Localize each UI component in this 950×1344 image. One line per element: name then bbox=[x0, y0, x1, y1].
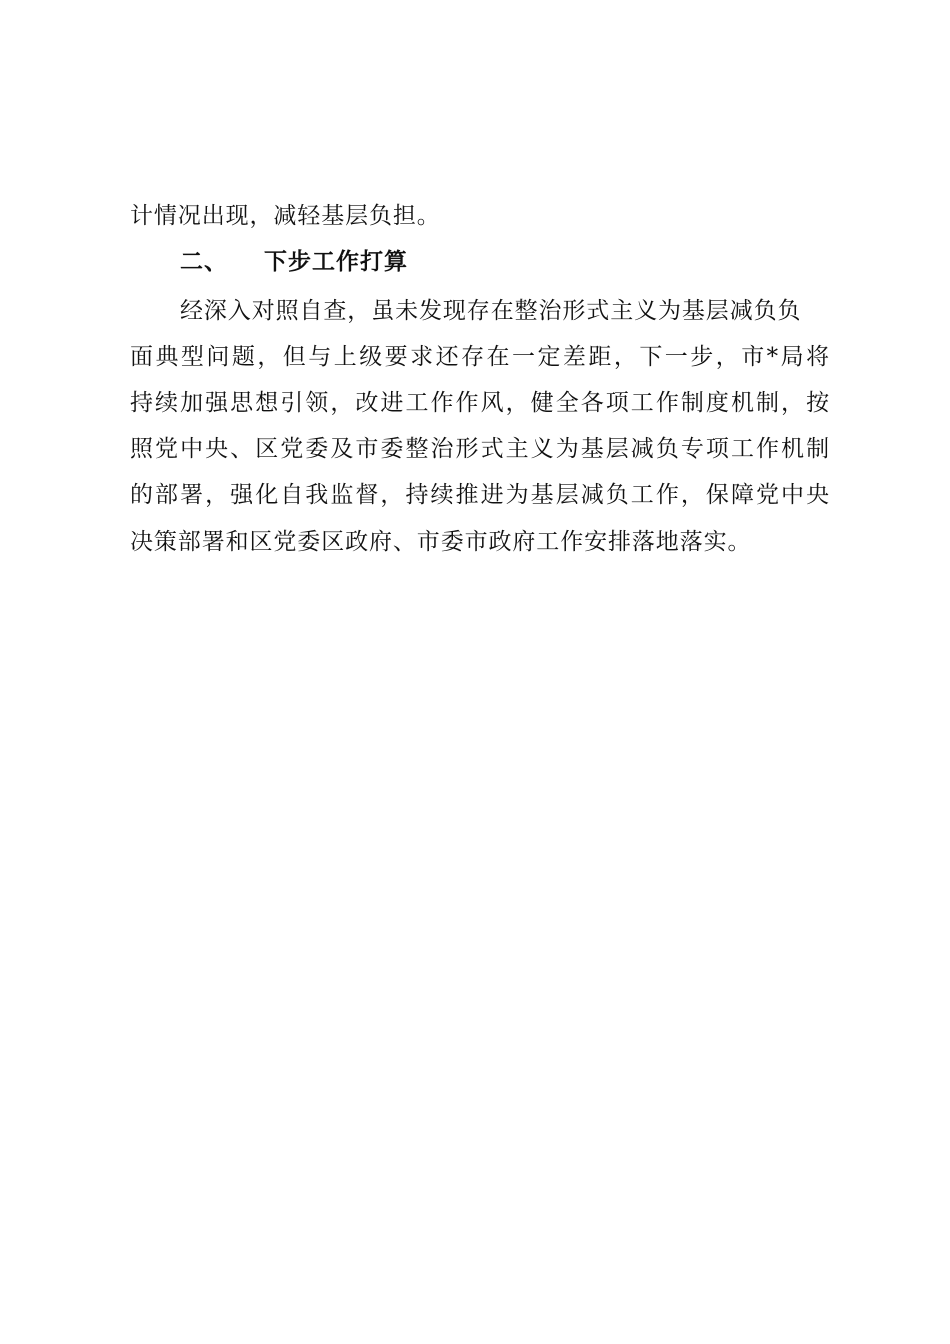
paragraph-line: 的部署，强化自我监督，持续推进为基层减负工作，保障党中央 bbox=[130, 482, 830, 508]
paragraph-line: 照党中央、区党委及市委整治形式主义为基层减负专项工作机制 bbox=[130, 436, 830, 462]
section-number: 二、 bbox=[180, 249, 228, 275]
section-heading bbox=[180, 247, 408, 277]
section-title: 下步工作打算 bbox=[264, 249, 408, 275]
paragraph-line: 决策部署和区党委区政府、市委市政府工作安排落地落实。 bbox=[130, 529, 752, 555]
paragraph-line: 持续加强思想引领，改进工作作风，健全各项工作制度机制，按 bbox=[130, 390, 830, 416]
continuation-line: 计情况出现，减轻基层负担。 bbox=[130, 203, 441, 229]
paragraph-line: 经深入对照自查，虽未发现存在整治形式主义为基层减负负 bbox=[180, 298, 802, 324]
paragraph-line: 面典型问题，但与上级要求还存在一定差距，下一步，市*局将 bbox=[130, 344, 830, 370]
